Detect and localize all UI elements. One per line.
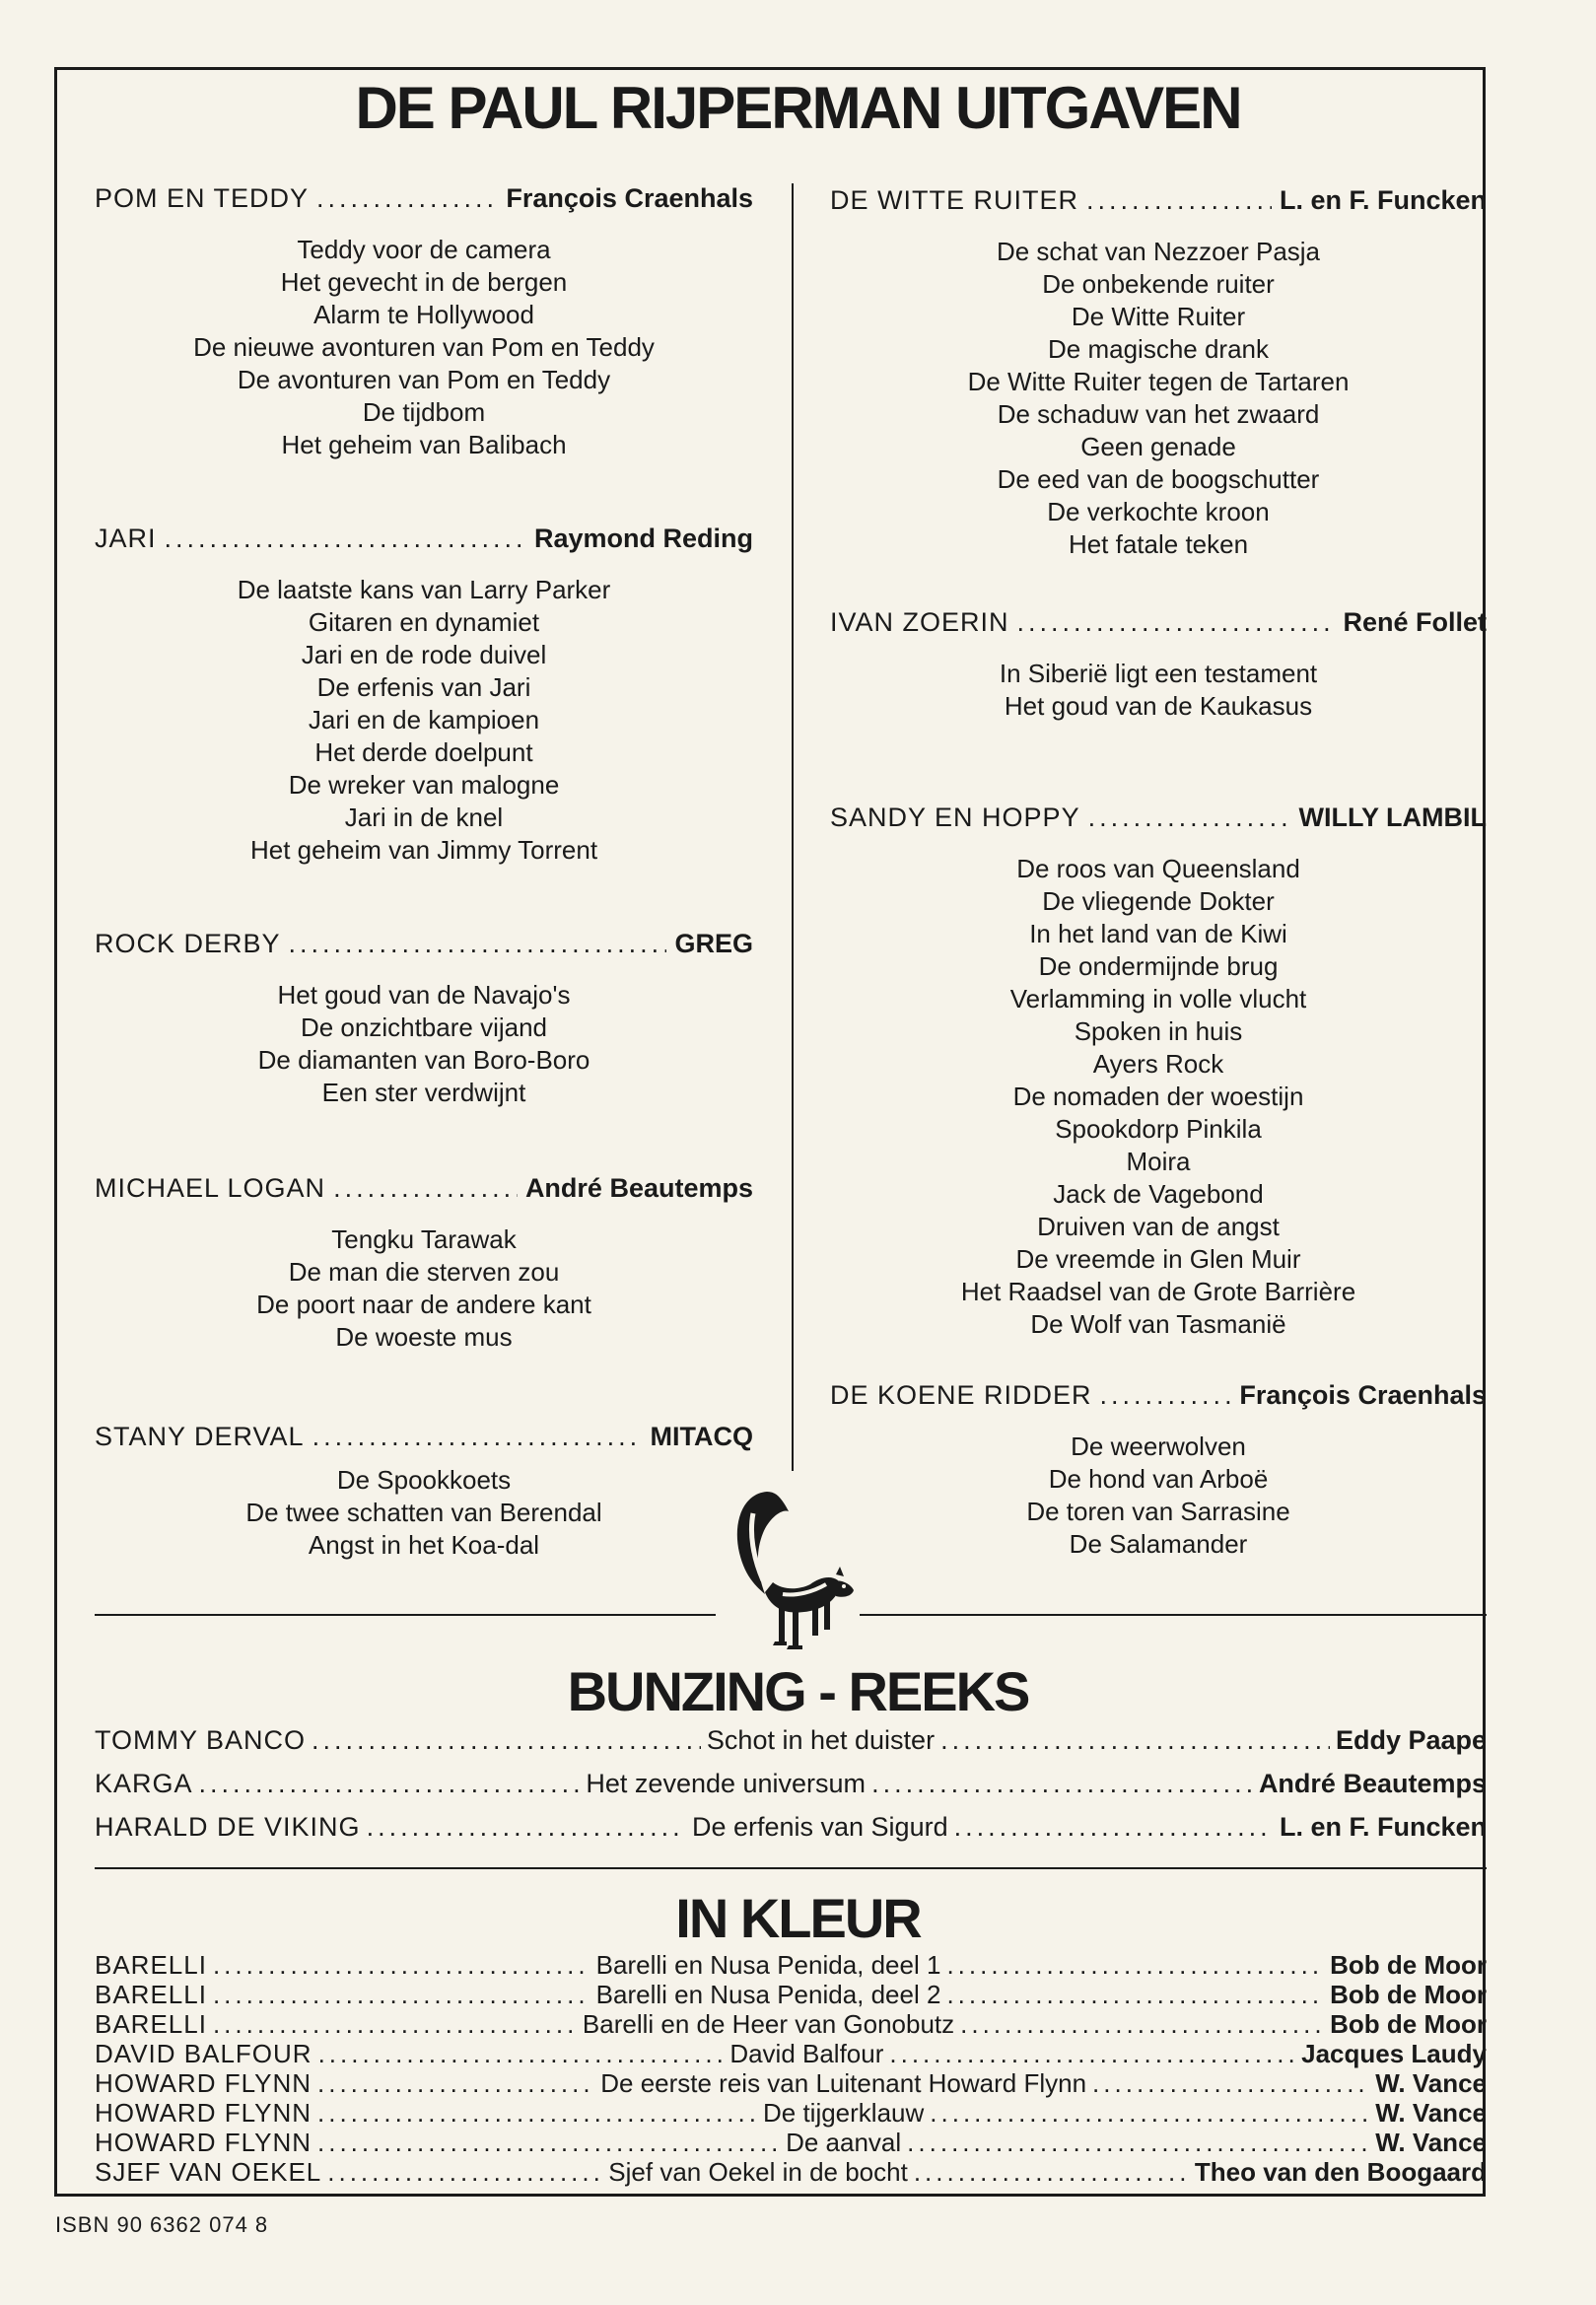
row-author: W. Vance bbox=[1375, 2128, 1487, 2157]
leader-dots bbox=[889, 2039, 1295, 2069]
list-item: De Witte Ruiter bbox=[1071, 302, 1246, 331]
list-item: Verlamming in volle vlucht bbox=[1009, 984, 1307, 1013]
list-item: In het land van de Kiwi bbox=[1029, 919, 1287, 948]
row-series: BARELLI bbox=[95, 1950, 207, 1980]
series-name: IVAN ZOERIN bbox=[830, 607, 1009, 637]
list-item: De toren van Sarrasine bbox=[1026, 1497, 1290, 1526]
row-author: W. Vance bbox=[1375, 2068, 1488, 2098]
leader-dots bbox=[871, 1769, 1253, 1799]
list-item bbox=[95, 2098, 1487, 2128]
bunzing-list bbox=[95, 1725, 1487, 1855]
list-item bbox=[95, 1980, 1487, 2009]
row-series: TOMMY BANCO bbox=[95, 1725, 307, 1755]
leader-dots bbox=[199, 1769, 581, 1799]
list-item: Gitaren en dynamiet bbox=[308, 607, 540, 637]
leader-dots bbox=[327, 2157, 602, 2188]
list-item: De onzichtbare vijand bbox=[300, 1013, 548, 1042]
list-item: De nomaden der woestijn bbox=[1012, 1082, 1304, 1111]
leader-dots bbox=[318, 2039, 725, 2069]
leader-dots bbox=[367, 1812, 686, 1843]
series-name: STANY DERVAL bbox=[95, 1422, 305, 1451]
series-michael-logan bbox=[95, 1173, 753, 1354]
leader-dots bbox=[1100, 1380, 1232, 1411]
list-item: De man die sterven zou bbox=[288, 1257, 560, 1287]
list-item: De avonturen van Pom en Teddy bbox=[237, 365, 611, 394]
series-rock-derby bbox=[95, 929, 753, 1109]
list-item: De weerwolven bbox=[1071, 1432, 1246, 1461]
list-item: Druiven van de angst bbox=[1037, 1212, 1280, 1241]
series-header bbox=[95, 929, 753, 959]
list-item: De tijdbom bbox=[362, 397, 486, 427]
series-sandy-en-hoppy bbox=[830, 803, 1487, 1341]
title-list bbox=[95, 1223, 753, 1354]
row-title: De erfenis van Sigurd bbox=[691, 1812, 948, 1842]
leader-dots bbox=[1088, 803, 1291, 833]
list-item bbox=[95, 2039, 1487, 2068]
row-series: BARELLI bbox=[95, 1980, 207, 2009]
row-title: Barelli en de Heer van Gonobutz bbox=[582, 2009, 955, 2039]
list-item bbox=[95, 1725, 1487, 1769]
row-title: David Balfour bbox=[729, 2039, 884, 2068]
list-item: De roos van Queensland bbox=[1016, 854, 1300, 883]
series-author: GREG bbox=[674, 929, 753, 958]
isbn-number: ISBN 90 6362 074 8 bbox=[55, 2212, 269, 2237]
series-author: L. en F. Funcken bbox=[1279, 185, 1487, 215]
leader-dots bbox=[317, 2098, 757, 2129]
series-name: DE KOENE RIDDER bbox=[830, 1380, 1092, 1410]
list-item bbox=[95, 2068, 1487, 2098]
list-item bbox=[95, 1769, 1487, 1812]
list-item: De erfenis van Jari bbox=[316, 672, 531, 702]
row-series: HOWARD FLYNN bbox=[95, 2098, 312, 2128]
series-stany-derval bbox=[95, 1422, 753, 1562]
title-list bbox=[830, 853, 1487, 1341]
list-item: Een ster verdwijnt bbox=[321, 1078, 526, 1107]
column-divider bbox=[792, 183, 794, 1471]
list-item bbox=[95, 1812, 1487, 1855]
row-title: Sjef van Oekel in de bocht bbox=[608, 2157, 908, 2187]
row-series: DAVID BALFOUR bbox=[95, 2039, 312, 2068]
series-header bbox=[830, 1380, 1487, 1411]
row-author: Bob de Moor bbox=[1330, 1980, 1488, 2009]
series-author: MITACQ bbox=[650, 1422, 753, 1451]
title-list bbox=[95, 234, 753, 461]
list-item: Geen genade bbox=[1080, 432, 1236, 461]
list-item: De poort naar de andere kant bbox=[256, 1290, 591, 1319]
list-item: Het geheim van Balibach bbox=[281, 430, 567, 459]
list-item: Angst in het Koa-dal bbox=[308, 1530, 540, 1560]
leader-dots bbox=[1017, 607, 1336, 638]
series-author: André Beautemps bbox=[524, 1173, 753, 1203]
leader-dots bbox=[1092, 2068, 1369, 2099]
title-list bbox=[830, 236, 1487, 561]
leader-dots bbox=[907, 2128, 1369, 2158]
divider-line bbox=[860, 1614, 1487, 1616]
list-item: De diamanten van Boro-Boro bbox=[257, 1045, 590, 1075]
list-item: De magische drank bbox=[1048, 334, 1269, 364]
list-item: De woeste mus bbox=[335, 1322, 513, 1352]
list-item: De onbekende ruiter bbox=[1042, 269, 1275, 299]
series-name: SANDY EN HOPPY bbox=[830, 803, 1080, 832]
row-title: Barelli en Nusa Penida, deel 2 bbox=[595, 1980, 941, 2009]
series-author: Raymond Reding bbox=[533, 524, 753, 553]
row-title: De aanval bbox=[786, 2128, 902, 2157]
list-item: Het gevecht in de bergen bbox=[280, 267, 568, 297]
list-item bbox=[95, 2009, 1487, 2039]
list-item: De twee schatten van Berendal bbox=[245, 1498, 602, 1527]
series-pom-en-teddy bbox=[95, 183, 753, 461]
list-item: Het derde doelpunt bbox=[314, 737, 533, 767]
list-item: De vliegende Dokter bbox=[1042, 886, 1275, 916]
leader-dots bbox=[1086, 185, 1272, 216]
series-author: François Craenhals bbox=[1239, 1380, 1487, 1410]
list-item: Alarm te Hollywood bbox=[313, 300, 534, 329]
row-author: W. Vance bbox=[1375, 2098, 1487, 2128]
series-jari bbox=[95, 524, 753, 867]
list-item: De Witte Ruiter tegen de Tartaren bbox=[967, 367, 1350, 396]
list-item bbox=[95, 2128, 1487, 2157]
list-item bbox=[95, 2157, 1487, 2187]
list-item: Jari en de kampioen bbox=[308, 705, 540, 734]
list-item: De verkochte kroon bbox=[1047, 497, 1270, 526]
section-title-kleur: IN KLEUR bbox=[675, 1887, 921, 1949]
divider-line bbox=[95, 1614, 716, 1616]
series-author: François Craenhals bbox=[506, 183, 753, 213]
row-author: Bob de Moor bbox=[1330, 2009, 1487, 2039]
series-header bbox=[95, 1422, 753, 1452]
series-name: DE WITTE RUITER bbox=[830, 185, 1078, 215]
list-item: Jari in de knel bbox=[344, 803, 504, 832]
series-header bbox=[830, 185, 1487, 216]
series-header bbox=[830, 803, 1487, 833]
list-item: De Salamander bbox=[1069, 1529, 1248, 1559]
leader-dots bbox=[960, 2009, 1324, 2040]
leader-dots bbox=[317, 2068, 594, 2099]
list-item: De ondermijnde brug bbox=[1038, 951, 1279, 981]
leader-dots bbox=[316, 183, 498, 214]
leader-dots bbox=[317, 2128, 780, 2158]
list-item: Jari en de rode duivel bbox=[301, 640, 547, 669]
row-author: Jacques Laudy bbox=[1301, 2039, 1487, 2068]
list-item: De nieuwe avonturen van Pom en Teddy bbox=[193, 332, 655, 362]
series-name: MICHAEL LOGAN bbox=[95, 1173, 326, 1203]
list-item bbox=[95, 1950, 1487, 1980]
list-item: De hond van Arboë bbox=[1048, 1464, 1269, 1494]
row-title: De eerste reis van Luitenant Howard Flynn bbox=[600, 2068, 1087, 2098]
row-series: BARELLI bbox=[95, 2009, 207, 2039]
leader-dots bbox=[289, 929, 667, 959]
leader-dots bbox=[165, 524, 526, 554]
list-item: Het goud van de Navajo's bbox=[277, 980, 571, 1010]
row-author: L. en F. Funcken bbox=[1279, 1812, 1488, 1842]
list-item: De wreker van malogne bbox=[288, 770, 560, 800]
series-author: René Follet bbox=[1343, 607, 1487, 637]
row-series: HOWARD FLYNN bbox=[95, 2128, 312, 2157]
series-header bbox=[95, 183, 753, 214]
list-item: Jack de Vagebond bbox=[1053, 1179, 1264, 1209]
leader-dots bbox=[333, 1173, 518, 1204]
row-series: HARALD DE VIKING bbox=[95, 1812, 361, 1842]
kleur-list bbox=[95, 1950, 1487, 2187]
list-item: De schat van Nezzoer Pasja bbox=[996, 237, 1321, 266]
list-item: De laatste kans van Larry Parker bbox=[237, 575, 611, 604]
series-name: ROCK DERBY bbox=[95, 929, 281, 958]
row-author: Bob de Moor bbox=[1330, 1950, 1488, 1980]
leader-dots bbox=[914, 2157, 1189, 2188]
series-ivan-zoerin bbox=[830, 607, 1487, 723]
row-title: De tijgerklauw bbox=[762, 2098, 925, 2128]
row-title: Barelli en Nusa Penida, deel 1 bbox=[595, 1950, 941, 1980]
leader-dots bbox=[940, 1725, 1330, 1756]
title-list bbox=[830, 658, 1487, 723]
row-series: SJEF VAN OEKEL bbox=[95, 2157, 322, 2187]
list-item: De vreemde in Glen Muir bbox=[1015, 1244, 1301, 1274]
leader-dots bbox=[213, 1950, 590, 1981]
leader-dots bbox=[312, 1725, 701, 1756]
leader-dots bbox=[946, 1980, 1324, 2010]
leader-dots bbox=[930, 2098, 1369, 2129]
title-list bbox=[830, 1431, 1487, 1561]
series-name: JARI bbox=[95, 524, 157, 553]
list-item: Het geheim van Jimmy Torrent bbox=[249, 835, 598, 865]
series-author: WILLY LAMBIL bbox=[1298, 803, 1487, 832]
skunk-icon bbox=[728, 1484, 856, 1656]
leader-dots bbox=[213, 1980, 590, 2010]
title-list bbox=[95, 574, 753, 867]
leader-dots bbox=[312, 1422, 643, 1452]
list-item: Het goud van de Kaukasus bbox=[1004, 691, 1313, 721]
list-item: Het Raadsel van de Grote Barrière bbox=[960, 1277, 1356, 1306]
list-item: Teddy voor de camera bbox=[297, 235, 551, 264]
title-list bbox=[95, 979, 753, 1109]
series-de-koene-ridder bbox=[830, 1380, 1487, 1561]
series-name: POM EN TEDDY bbox=[95, 183, 310, 213]
list-item: De Spookkoets bbox=[336, 1465, 512, 1495]
section-title-bunzing: BUNZING - REEKS bbox=[567, 1660, 1029, 1722]
row-title: Het zevende universum bbox=[586, 1769, 867, 1798]
row-author: Eddy Paape bbox=[1335, 1725, 1488, 1755]
list-item: Spoken in huis bbox=[1074, 1016, 1243, 1046]
list-item: Tengku Tarawak bbox=[331, 1224, 517, 1254]
title-list bbox=[95, 1464, 753, 1562]
row-series: HOWARD FLYNN bbox=[95, 2068, 312, 2098]
series-header bbox=[95, 524, 753, 554]
page-title: DE PAUL RIJPERMAN UITGAVEN bbox=[355, 75, 1241, 141]
leader-dots bbox=[954, 1812, 1274, 1843]
divider-line bbox=[95, 1867, 1487, 1869]
series-header bbox=[830, 607, 1487, 638]
row-author: André Beautemps bbox=[1258, 1769, 1487, 1798]
list-item: De schaduw van het zwaard bbox=[997, 399, 1320, 429]
list-item: Het fatale teken bbox=[1068, 529, 1249, 559]
row-author: Theo van den Boogaard bbox=[1194, 2157, 1488, 2187]
leader-dots bbox=[946, 1950, 1324, 1981]
list-item: Ayers Rock bbox=[1092, 1049, 1224, 1079]
row-series: KARGA bbox=[95, 1769, 193, 1798]
leader-dots bbox=[213, 2009, 577, 2040]
row-title: Schot in het duister bbox=[706, 1725, 936, 1755]
list-item: In Siberië ligt een testament bbox=[999, 659, 1318, 688]
list-item: Moira bbox=[1126, 1147, 1191, 1176]
list-item: De eed van de boogschutter bbox=[997, 464, 1320, 494]
series-de-witte-ruiter bbox=[830, 185, 1487, 561]
list-item: De Wolf van Tasmanië bbox=[1030, 1309, 1286, 1339]
series-header bbox=[95, 1173, 753, 1204]
list-item: Spookdorp Pinkila bbox=[1055, 1114, 1262, 1144]
